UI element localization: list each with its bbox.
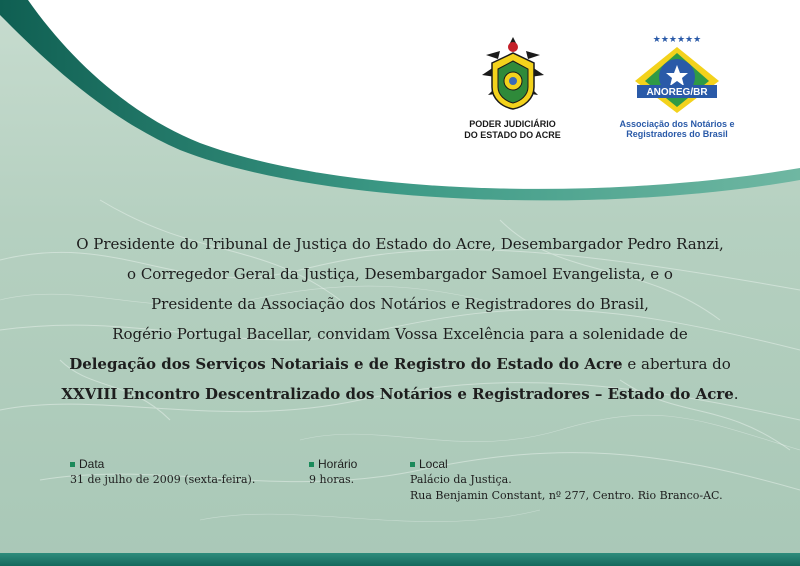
invitation-line-5-rest: e abertura do	[622, 355, 731, 373]
tj-caption-line2: DO ESTADO DO ACRE	[464, 130, 561, 140]
anoreg-name: ANOREG/BR	[646, 87, 708, 98]
bullet-icon	[410, 462, 415, 467]
invitation-line-2: o Corregedor Geral da Justiça, Desembargador Samoel Evangelista, e o	[127, 265, 673, 283]
invitation-line-3: Presidente da Associação dos Notários e Registradores do Brasil,	[151, 295, 649, 313]
time-label: Horário	[318, 457, 358, 471]
bullet-icon	[309, 462, 314, 467]
invitation-text	[30, 229, 770, 409]
anoreg-emblem-icon	[627, 33, 727, 113]
date-block	[70, 456, 255, 488]
meeting-name: XXVIII Encontro Descentralizado dos Notários e Registradores – Estado do Acre	[61, 385, 734, 403]
anoreg-logo	[612, 33, 742, 139]
bullet-icon	[70, 462, 75, 467]
invitation-line-5	[30, 349, 770, 379]
invitation-line-4: Rogério Portugal Bacellar, convidam Vossa Excelência para a solenidade de	[112, 325, 688, 343]
place-line-1: Palácio da Justiça.	[410, 473, 512, 486]
anoreg-caption	[612, 119, 742, 139]
event-name: Delegação dos Serviços Notariais e de Registro do Estado do Acre	[69, 355, 623, 373]
time-value: 9 horas.	[309, 473, 355, 486]
invitation-line-6	[30, 379, 770, 409]
time-block	[309, 456, 357, 488]
tj-caption-line1: PODER JUDICIÁRIO	[469, 119, 556, 129]
invitation-line-6-rest: .	[733, 385, 739, 403]
coat-of-arms-icon	[478, 33, 548, 113]
place-label: Local	[419, 457, 448, 471]
bottom-band	[0, 553, 800, 566]
date-label: Data	[79, 457, 105, 471]
date-value: 31 de julho de 2009 (sexta-feira).	[70, 473, 256, 486]
anoreg-stars: ★★★★★★	[652, 35, 702, 45]
anoreg-caption-line1: Associação dos Notários e	[619, 119, 735, 129]
tj-acre-logo	[455, 33, 570, 141]
place-block	[410, 456, 723, 504]
place-line-2: Rua Benjamin Constant, nº 277, Centro. Rio Branco-AC.	[410, 489, 723, 502]
invitation-line-1: O Presidente do Tribunal de Justiça do Estado do Acre, Desembargador Pedro Ranzi,	[76, 235, 724, 253]
tj-caption	[455, 119, 570, 141]
anoreg-caption-line2: Registradores do Brasil	[626, 129, 728, 139]
